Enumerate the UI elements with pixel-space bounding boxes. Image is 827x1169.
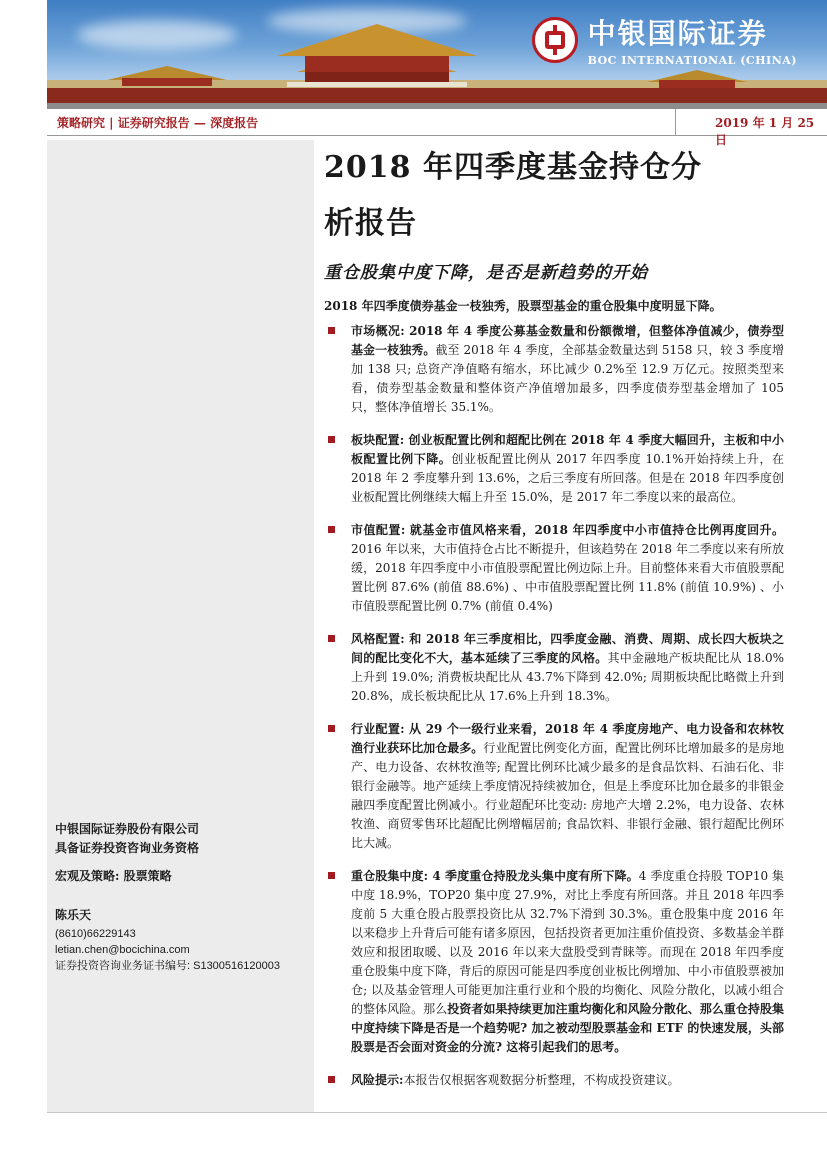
company-name: 中银国际证券股份有限公司: [55, 822, 200, 836]
main-content: [324, 140, 784, 1104]
sidebar-category: 宏观及策略: 股票策略: [55, 869, 172, 883]
key-point-market-cap: [324, 521, 784, 616]
info-divider: [675, 109, 676, 135]
analyst-license: 证券投资咨询业务证书编号: S1300516120003: [55, 960, 280, 972]
report-info-bar: [47, 109, 827, 147]
title-line-2: 析报告: [324, 206, 417, 241]
bullet-square-icon: [328, 872, 335, 879]
key-point-industry: [324, 720, 784, 853]
key-point-body: 4 季度重仓持股 TOP10 集中度 18.9%，TOP20 集中度 27.9%，对比上季度有所回落。并且 2018 年四季度前 5 大重仓股占股票投资比从 32.7%下滑到 30.3%。重仓股集中度 2016 年以来稳步上升背后可能有诸多原因，包括投资者更加注重价值投资、多数基金羊群效应和报团取暖、以及 2016 年以来大盘股受到青睐等。而现在 2018 年四季度重仓股集中度下降，背后的原因可能是四季度创业板比例增加、中小市值股票被加仓; 以及基金管理人可能更加注重行业和个股的均衡化、风险分散化，以减小组合的整体风险。那么: [351, 869, 785, 1016]
report-title: [324, 140, 784, 252]
sidebar: [47, 140, 314, 1112]
key-point-body: 创业板配置比例从 2017 年四季度 10.1%开始持续上升，在 2018 年 2 季度攀升到 13.6%，之后三季度有所回落。但是在 2018 年四季度创业板配置比例继续大幅上升至 15.0%，是 2017 年二季度以来的最高位。: [351, 452, 784, 504]
footer-rule: [47, 1112, 827, 1113]
key-point-heading: 重仓股集中度: 4 季度重仓持股龙头集中度有所下降。: [351, 869, 639, 883]
key-point-body: 截至 2018 年 4 季度，全部基金数量达到 5158 只，较 3 季度增加 138 只; 总资产净值略有缩水，环比减少 0.2%至 12.9 万亿元。按照类型来看，债券型基金数量和整体资产净值增加最多，四季度债券型基金增加了 105 只，整体净值增长 35.1%。: [351, 343, 784, 414]
key-point-heading: 市值配置: 就基金市值风格来看，2018 年四季度中小市值持仓比例再度回升。: [351, 523, 784, 537]
key-point-heading: 风险提示:: [351, 1073, 404, 1087]
key-point-body: 其中金融地产板块配比从 18.0%上升到 19.0%; 消费板块配比从 43.7%下降到 42.0%; 周期板块配比略微上升到 20.8%，成长板块配比从 17.6%上升到 18.3%。: [351, 651, 784, 703]
key-point-heading: 风格配置: 和 2018 年三季度相比，四季度金融、消费、周期、成长四大板块之间的配比变化不大，基本延续了三季度的风格。: [351, 632, 784, 665]
analyst-name: 陈乐天: [55, 908, 92, 922]
report-date: 2019 年 1 月 25 日: [715, 116, 815, 147]
key-point-heading: 行业配置: 从 29 个一级行业来看，2018 年 4 季度房地产、电力设备和农林牧渔行业获环比加仓最多。: [351, 722, 784, 755]
key-point-style: [324, 630, 784, 706]
sidebar-company: [55, 820, 199, 858]
report-category: 策略研究 | 证券研究报告 — 深度报告: [57, 116, 259, 130]
bullet-square-icon: [328, 725, 335, 732]
logo-text-en: BOC INTERNATIONAL (CHINA): [587, 54, 797, 67]
logo: [532, 12, 797, 67]
key-point-body: 2016 年以来，大市值持仓占比不断提升，但该趋势在 2018 年二季度以来有所放缓，2018 年四季度中小市值股票配置比例边际上升。目前整体来看大市值股票配置比例 87.6% (前值 88.6%) 、中市值股票配置比例 11.8% (前值 10.9%) 、小市值股票配置比例 0.7% (前值 0.4%): [351, 542, 784, 613]
bullet-square-icon: [328, 635, 335, 642]
key-point-heading: 板块配置: 创业板配置比例和超配比例在 2018 年 4 季度大幅回升，主板和中小板配置比例下降。: [351, 433, 784, 466]
key-point-heading: 市场概况: 2018 年 4 季度公募基金数量和份额微增，但整体净值减少，债券型基金一枝独秀。: [351, 324, 784, 357]
report-subtitle: 重仓股集中度下降，是否是新趋势的开始: [324, 263, 648, 283]
header-banner: [47, 0, 827, 103]
analyst-email[interactable]: letian.chen@bocichina.com: [55, 944, 190, 956]
bullet-square-icon: [328, 327, 335, 334]
bullet-square-icon: [328, 526, 335, 533]
key-point-risk: [324, 1071, 784, 1090]
key-point-body: 行业配置比例变化方面，配置比例环比增加最多的是房地产、电力设备、农林牧渔等; 配置比例环比减少最多的是食品饮料、石油石化、非银行金融等。地产延续上季度情况持续被加仓，但是上季度环比加仓最多的非银金融四季度配置比例减小。行业超配环比变动: 房地产大增 2.2%，电力设备、农林牧渔、商贸零售环比超配比例增幅居前; 食品饮料、非银行金融、银行超配比例环比大减。: [351, 741, 784, 850]
key-point-concentration: [324, 867, 784, 1057]
bullet-square-icon: [328, 436, 335, 443]
analyst-phone: (8610)66229143: [55, 928, 136, 940]
lead-summary: 2018 年四季度债券基金一枝独秀，股票型基金的重仓股集中度明显下降。: [324, 299, 722, 313]
key-point-conclusion: 投资者如果持续更加注重均衡化和风险分散化、那么重仓持股集中度持续下降是否是一个趋势呢? 加之被动型股票基金和 ETF 的快速发展，头部股票是否会面对资金的分流? 这将引起我们的思考。: [351, 1002, 784, 1054]
key-point-body: 本报告仅根据客观数据分析整理，不构成投资建议。: [403, 1073, 680, 1087]
logo-text-cn: 中银国际证券: [587, 17, 768, 50]
analyst-contact: [55, 926, 280, 974]
boc-logo-icon: [532, 17, 578, 63]
bullet-square-icon: [328, 1076, 335, 1083]
title-line-1: 2018 年四季度基金持仓分: [324, 150, 702, 185]
key-points: [324, 322, 784, 1090]
key-point-market: [324, 322, 784, 417]
key-point-board: [324, 431, 784, 507]
company-qualification: 具备证券投资咨询业务资格: [55, 841, 200, 855]
